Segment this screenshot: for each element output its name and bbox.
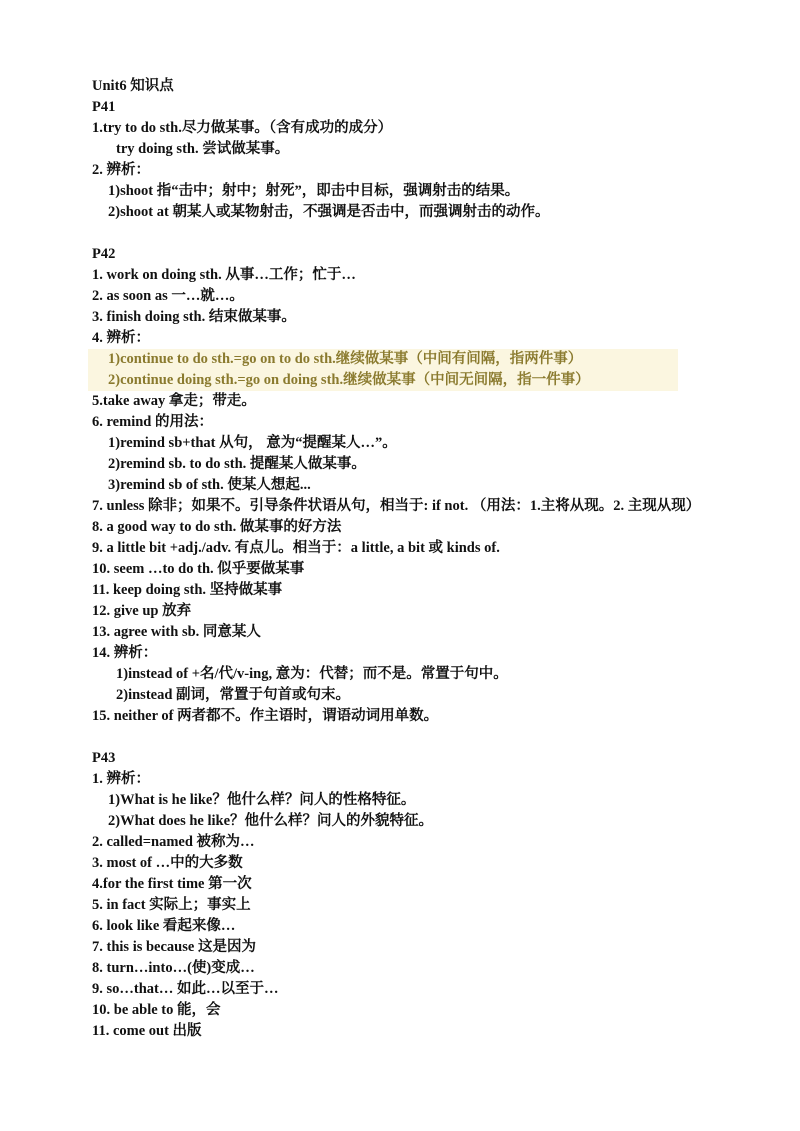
note-line: 4.for the first time 第一次: [92, 876, 252, 892]
note-line: 9. a little bit +adj./adv. 有点儿。相当于：a little, a bit 或 kinds of.: [92, 540, 500, 556]
note-line: 4. 辨析：: [92, 330, 150, 346]
highlighted-note-line: 2)continue doing sth.=go on doing sth.继续做某事（中间无间隔，指一件事）: [88, 370, 678, 391]
note-line: 2)shoot at 朝某人或某物射击，不强调是否击中，而强调射击的动作。: [108, 204, 550, 220]
note-line: 8. a good way to do sth. 做某事的好方法: [92, 519, 342, 535]
note-line: 1)remind sb+that 从句， 意为“提醒某人…”。: [108, 435, 397, 451]
note-line: 5.take away 拿走；带走。: [92, 393, 256, 409]
note-line: 6. remind 的用法：: [92, 414, 213, 430]
sections-container: [92, 97, 722, 1042]
document-page: [92, 76, 722, 1042]
note-line: 1. 辨析：: [92, 771, 150, 787]
page-heading: P42: [92, 246, 116, 262]
note-line: 6. look like 看起来像…: [92, 918, 236, 934]
note-line: 7. unless 除非；如果不。引导条件状语从句，相当于: if not. （用法：1.主将从现。2. 主现从现）: [92, 498, 701, 514]
note-line: 2. as soon as 一…就…。: [92, 288, 244, 304]
note-line: 3)remind sb of sth. 使某人想起...: [108, 477, 311, 493]
note-line: 5. in fact 实际上；事实上: [92, 897, 251, 913]
note-line: 11. keep doing sth. 坚持做某事: [92, 582, 283, 598]
note-line: 10. be able to 能，会: [92, 1002, 221, 1018]
section-gap: [92, 727, 722, 748]
note-line: 2)remind sb. to do sth. 提醒某人做某事。: [108, 456, 366, 472]
note-line: 3. most of …中的大多数: [92, 855, 243, 871]
note-line: 15. neither of 两者都不。作主语时，谓语动词用单数。: [92, 708, 439, 724]
note-line: 8. turn…into…(使)变成…: [92, 960, 255, 976]
note-line: 11. come out 出版: [92, 1023, 202, 1039]
note-line: 13. agree with sb. 同意某人: [92, 624, 261, 640]
note-line: try doing sth. 尝试做某事。: [116, 141, 290, 157]
note-line: 7. this is because 这是因为: [92, 939, 256, 955]
note-line: 1.try to do sth.尽力做某事。（含有成功的成分）: [92, 120, 393, 136]
section-gap: [92, 223, 722, 244]
page-heading: P41: [92, 99, 116, 115]
note-line: 1. work on doing sth. 从事…工作；忙于…: [92, 267, 356, 283]
note-line: 12. give up 放弃: [92, 603, 192, 619]
note-line: 1)shoot 指“击中；射中；射死”，即击中目标，强调射击的结果。: [108, 183, 520, 199]
highlighted-note-line: 1)continue to do sth.=go on to do sth.继续做某事（中间有间隔，指两件事）: [88, 349, 678, 370]
note-line: 14. 辨析：: [92, 645, 158, 661]
note-line: 2. called=named 被称为…: [92, 834, 255, 850]
page-heading: P43: [92, 750, 116, 766]
note-line: 10. seem …to do th. 似乎要做某事: [92, 561, 305, 577]
note-line: 2)What does he like？他什么样？问人的外貌特征。: [108, 813, 434, 829]
note-line: 9. so…that… 如此…以至于…: [92, 981, 279, 997]
note-line: 1)instead of +名/代/v-ing, 意为：代替；而不是。常置于句中。: [116, 666, 508, 682]
note-line: 1)What is he like？他什么样？问人的性格特征。: [108, 792, 416, 808]
note-line: 2)instead 副词，常置于句首或句末。: [116, 687, 351, 703]
note-line: 3. finish doing sth. 结束做某事。: [92, 309, 296, 325]
document-title: Unit6 知识点: [92, 78, 174, 94]
note-line: 2. 辨析：: [92, 162, 150, 178]
